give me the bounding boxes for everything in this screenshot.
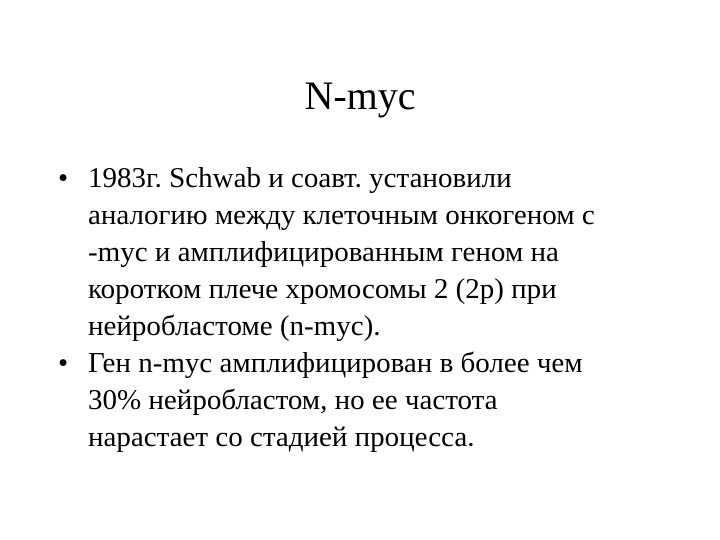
bullet-1-line-4: коротком плече хромосомы 2 (2p) при — [88, 273, 557, 305]
bullet-1-line-2: аналогию между клеточным онкогеном с — [88, 199, 595, 231]
slide-title: N-myc — [304, 73, 416, 118]
bullet-marker: • — [58, 162, 69, 194]
bullet-item-1 — [58, 160, 670, 345]
bullet-item-2 — [58, 345, 670, 456]
bullet-marker: • — [58, 347, 69, 379]
bullet-2-line-3: нарастает со стадией процесса. — [88, 421, 475, 453]
bullet-1-line-3: -myc и амплифицированным геном на — [88, 236, 559, 268]
bullet-1-line-1: 1983г. Schwab и соавт. установили — [88, 162, 512, 194]
bullet-1-line-5: нейробластоме (n-myc). — [88, 310, 381, 342]
bullet-2-line-2: 30% нейробластом, но ее частота — [88, 384, 498, 416]
bullet-list — [58, 160, 670, 456]
bullet-2-line-1: Ген n-myc амплифицирован в более чем — [88, 347, 583, 379]
